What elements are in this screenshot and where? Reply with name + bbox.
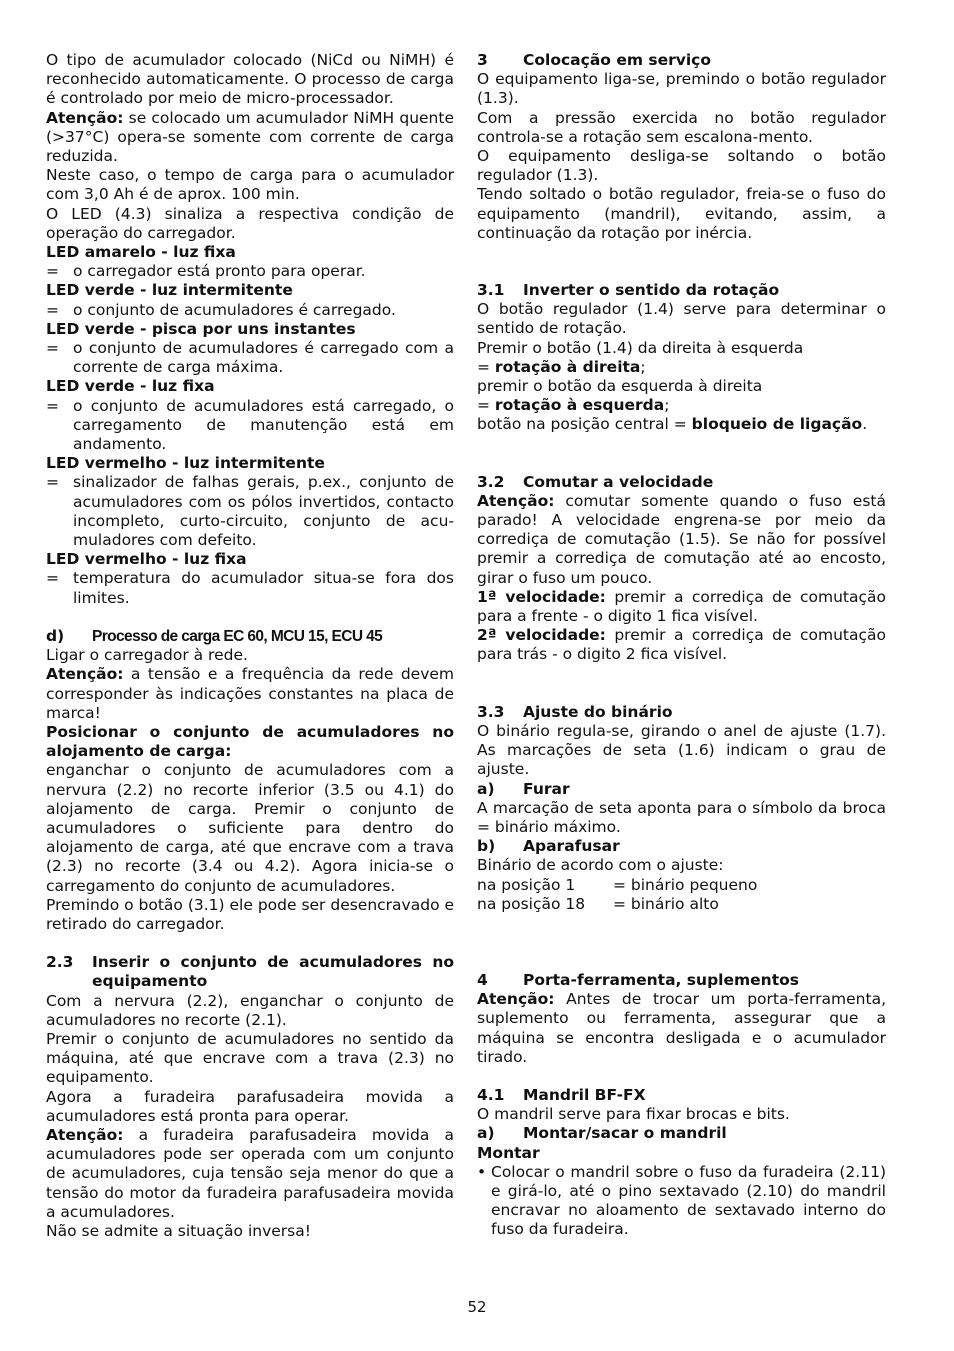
warning-label: Atenção:: [46, 665, 124, 684]
section-heading: [46, 627, 454, 646]
warning-label: Atenção:: [477, 491, 555, 510]
paragraph: Agora a furadeira parafusadeira movida a acumuladores está pronta para operar.: [46, 1087, 454, 1125]
led-text: sinalizador de falhas gerais, p.ex., conjunto de acumuladores com os pólos invertidos, contacto incompleto, curto-circuito, conjunto de acu-muladores com defeito.: [73, 473, 454, 550]
led-heading: LED amarelo - luz fixa: [46, 243, 236, 262]
punctuation: ;: [664, 396, 670, 415]
subsection-number: b): [477, 837, 496, 856]
page-number: 52: [467, 1298, 487, 1316]
setting-row: [477, 876, 886, 895]
paragraph: Não se admite a situação inversa!: [46, 1221, 311, 1240]
paragraph: O botão regulador (1.4) serve para determinar o sentido de rotação.: [477, 300, 886, 338]
paragraph: A marcação de seta aponta para o símbolo da broca = binário máximo.: [477, 798, 886, 836]
section-number: 3.2: [477, 472, 505, 491]
section-number: 4.1: [477, 1085, 505, 1104]
led-description: [46, 262, 454, 281]
section-title: Inverter o sentido da rotação: [523, 281, 780, 300]
section-heading: [477, 281, 886, 300]
section-number: 4: [477, 970, 488, 989]
rotation-left-label: rotação à esquerda: [494, 396, 665, 415]
section-number: 2.3: [46, 953, 74, 972]
led-text: o conjunto de acumuladores está carregado, o carregamento de manutenção está em andamento.: [73, 396, 454, 454]
equals-marker: =: [46, 569, 59, 588]
section-heading: [477, 1086, 886, 1105]
paragraph: [46, 1126, 454, 1222]
section-heading: [477, 971, 886, 990]
section-heading: [477, 703, 886, 722]
paragraph: [477, 588, 886, 626]
paragraph: [46, 109, 454, 167]
equals-marker: =: [46, 300, 59, 319]
led-description: [46, 569, 454, 607]
paragraph: O equipamento desliga-se soltando o botão regulador (1.3).: [477, 147, 886, 185]
setting-position: na posição 18: [477, 894, 586, 913]
rotation-right-label: rotação à direita: [494, 357, 641, 376]
paragraph: O tipo de acumulador colocado (NiCd ou NiMH) é reconhecido automaticamente. O processo de carga é controlado por meio de micro-processador.: [46, 51, 454, 108]
paragraph-text: a furadeira parafusadeira movida a acumuladores pode ser operada com um conjunto de acumuladores, cuja tensão seja menor do que a tensão do motor da furadeira parafusadeira movida a acumuladores.: [46, 1125, 454, 1221]
equals-marker: =: [46, 473, 59, 492]
setting-value: = binário pequeno: [613, 875, 758, 894]
led-description: [46, 301, 454, 320]
subsection-heading: [477, 837, 886, 856]
paragraph: O binário regula-se, girando o anel de ajuste (1.7). As marcações de seta (1.6) indicam o grau de ajuste.: [477, 721, 886, 779]
equals-marker: =: [46, 262, 59, 281]
paragraph: [477, 492, 886, 588]
paragraph: Premir o botão (1.4) da direita à esquerda: [477, 338, 804, 357]
paragraph: O mandril serve para fixar brocas e bits.: [477, 1105, 790, 1124]
paragraph: Premindo o botão (3.1) ele pode ser desencravado e retirado do carregador.: [46, 895, 455, 933]
bold-paragraph: Montar: [477, 1143, 540, 1162]
punctuation: .: [862, 415, 868, 434]
led-description: [46, 473, 454, 550]
bullet-item: [477, 1163, 886, 1240]
paragraph-text: botão na posição central =: [477, 415, 692, 434]
warning-label: Atenção:: [46, 1125, 124, 1144]
paragraph: Com a nervura (2.2), enganchar o conjunto de acumuladores no recorte (2.1).: [46, 991, 454, 1029]
section-title: Colocação em serviço: [523, 51, 712, 69]
warning-label: Atenção:: [477, 990, 555, 1009]
paragraph-text: premir a corrediça de comutação para trás - o digito 2 fica visível.: [477, 626, 886, 664]
led-text: o conjunto de acumuladores é carregado com a corrente de carga máxima.: [73, 339, 454, 377]
led-text: temperatura do acumulador situa-se fora dos limites.: [73, 569, 454, 607]
led-heading: LED verde - luz fixa: [46, 377, 215, 396]
section-title: Comutar a velocidade: [523, 472, 714, 491]
subsection-title: Furar: [523, 779, 570, 798]
paragraph: Ligar o carregador à rede.: [46, 646, 248, 665]
speed-label: 1ª velocidade:: [477, 587, 606, 606]
section-number: 3.3: [477, 702, 505, 721]
lock-label: bloqueio de ligação: [691, 415, 863, 434]
paragraph: [477, 626, 886, 664]
led-text: o carregador está pronto para operar.: [73, 262, 366, 281]
subsection-number: a): [477, 779, 495, 798]
paragraph: O LED (4.3) sinaliza a respectiva condição de operação do carregador.: [46, 204, 454, 242]
led-description: [46, 397, 454, 455]
paragraph-text: se colocado um acumulador NiMH quente (>37°C) opera-se somente com corrente de carga reduzida.: [46, 108, 454, 166]
paragraph: enganchar o conjunto de acumuladores com a nervura (2.2) no recorte inferior (3.5 ou 4.1) do alojamento de carga. Premir o conjunto de acumuladores o suficiente para dentro do alojamento de carga, até que encrave com a trava (2.3) no recorte (3.4 ou 4.2). Agora inicia-se o carregamento do conjunto de acumuladores.: [46, 761, 454, 895]
section-heading: [477, 473, 886, 492]
section-number: 3.1: [477, 281, 505, 300]
bold-paragraph: Posicionar o conjunto de acumuladores no alojamento de carga:: [46, 722, 454, 761]
led-heading: LED verde - luz intermitente: [46, 281, 293, 300]
equals-marker: =: [46, 339, 59, 358]
paragraph: Binário de acordo com o ajuste:: [477, 856, 724, 875]
paragraph: [477, 990, 886, 1067]
section-title: Ajuste do binário: [523, 702, 673, 721]
paragraph-text: Antes de trocar um porta-ferramenta, suplemento ou ferramenta, assegurar que a máquina se encontra desligada e o acumulador tirado.: [477, 990, 886, 1066]
led-text: o conjunto de acumuladores é carregado.: [73, 300, 396, 319]
paragraph: [477, 396, 886, 415]
section-title: Mandril BF-FX: [523, 1085, 646, 1104]
paragraph: Neste caso, o tempo de carga para o acumulador com 3,0 Ah é de aprox. 100 min.: [46, 166, 454, 204]
section-title: Inserir o conjunto de acumuladores no equipamento: [92, 953, 454, 991]
section-title: Porta-ferramenta, suplementos: [523, 970, 799, 989]
paragraph: [477, 415, 886, 434]
paragraph: [46, 665, 454, 723]
bullet-text: Colocar o mandril sobre o fuso da furadeira (2.11) e girá-lo, até o pino sextavado (2.10) do mandril encravar no aloamento de sextavado interno do fuso da furadeira.: [491, 1162, 886, 1239]
paragraph-text: a tensão e a frequência da rede devem corresponder às indicações constantes na placa de marca!: [46, 665, 454, 722]
setting-row: [477, 895, 886, 914]
paragraph: Premir o conjunto de acumuladores no sentido da máquina, até que encrave com a trava (2.3) no equipamento.: [46, 1029, 454, 1087]
right-column: [477, 51, 886, 1240]
led-heading: LED verde - pisca por uns instantes: [46, 319, 356, 338]
led-heading: LED vermelho - luz fixa: [46, 550, 247, 569]
section-number: 3: [477, 51, 488, 69]
paragraph: Tendo soltado o botão regulador, freia-se o fuso do equipamento (mandril), evitando, assim, a continuação da rotação por inércia.: [477, 185, 886, 242]
equals-sign: =: [477, 396, 495, 415]
section-number: d): [46, 626, 65, 645]
paragraph-text: premir a corrediça de comutação para a frente - o digito 1 fica visível.: [477, 587, 886, 626]
equals-sign: =: [477, 357, 495, 376]
section-heading: [46, 953, 454, 991]
warning-label: Atenção:: [46, 108, 124, 127]
subsection-heading: [477, 1124, 886, 1143]
paragraph: [477, 358, 886, 377]
bullet-icon: •: [477, 1162, 487, 1181]
section-title: Processo de carga EC 60, MCU 15, ECU 45: [92, 627, 383, 645]
left-column: [46, 51, 454, 1241]
paragraph: Com a pressão exercida no botão regulador controla-se a rotação sem escalona-mento.: [477, 108, 886, 146]
section-heading: [477, 51, 886, 70]
setting-position: na posição 1: [477, 875, 576, 894]
subsection-heading: [477, 780, 886, 799]
paragraph: premir o botão da esquerda à direita: [477, 377, 763, 396]
led-heading: LED vermelho - luz intermitente: [46, 454, 325, 473]
subsection-number: a): [477, 1124, 495, 1143]
speed-label: 2ª velocidade:: [477, 626, 606, 645]
subsection-title: Aparafusar: [523, 837, 620, 856]
subsection-title: Montar/sacar o mandril: [523, 1124, 727, 1143]
paragraph-text: comutar somente quando o fuso está parado! A velocidade engrena-se por meio da corrediça de comutação (1.5). Se não for possível premir a corrediça de comutação até ao encosto, girar o fuso um pouco.: [477, 491, 886, 587]
paragraph: O equipamento liga-se, premindo o botão regulador (1.3).: [477, 70, 886, 108]
punctuation: ;: [640, 357, 646, 376]
setting-value: = binário alto: [613, 894, 719, 913]
equals-marker: =: [46, 396, 59, 415]
led-description: [46, 339, 454, 377]
